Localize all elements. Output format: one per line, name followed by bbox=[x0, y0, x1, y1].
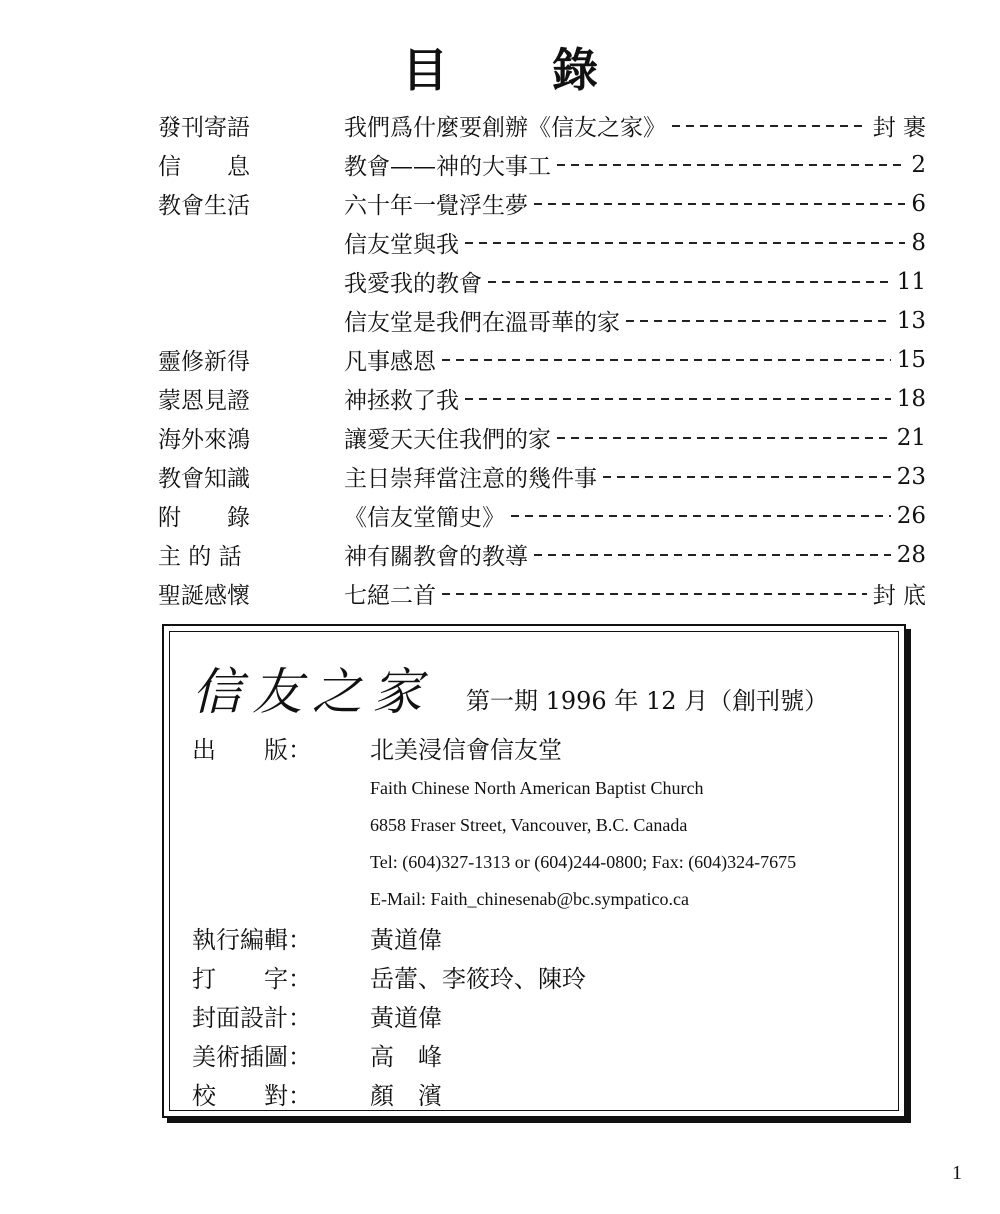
toc-section: 信 息 bbox=[158, 154, 250, 180]
toc-section: 教會生活 bbox=[158, 193, 250, 219]
toc-page: 6 bbox=[911, 190, 926, 217]
proofreader: 顏 濱 bbox=[370, 1082, 442, 1110]
toc-section: 靈修新得 bbox=[158, 349, 250, 375]
toc-title: 我們爲什麼要創辦《信友之家》 bbox=[344, 115, 666, 141]
page-number: 1 bbox=[952, 1162, 962, 1184]
toc-title: 教會——神的大事工 bbox=[344, 154, 551, 180]
toc-row[interactable] bbox=[158, 496, 926, 535]
issue-line: 第一期 1996 年 12 月（創刊號） bbox=[466, 687, 829, 715]
toc-section: 蒙恩見證 bbox=[158, 388, 250, 414]
address-row bbox=[192, 807, 796, 844]
toc-row[interactable] bbox=[158, 457, 926, 496]
cover-design-row bbox=[192, 996, 796, 1035]
illustration-label: 美術插圖： bbox=[192, 1043, 312, 1071]
toc-leader bbox=[465, 398, 891, 400]
toc-title: 主日崇拜當注意的幾件事 bbox=[344, 466, 597, 492]
toc-title: 《信友堂簡史》 bbox=[344, 505, 505, 531]
toc-page: 18 bbox=[896, 385, 926, 412]
toc-row[interactable] bbox=[158, 379, 926, 418]
toc-page: 13 bbox=[896, 307, 926, 334]
illustration-row bbox=[192, 1035, 796, 1074]
toc-row[interactable] bbox=[158, 535, 926, 574]
toc-page: 15 bbox=[896, 346, 926, 373]
toc-row[interactable] bbox=[158, 145, 926, 184]
toc-leader bbox=[672, 125, 867, 127]
toc-row[interactable] bbox=[158, 418, 926, 457]
toc-section: 發刊寄語 bbox=[158, 115, 250, 141]
toc-page: 11 bbox=[896, 268, 926, 295]
toc-leader bbox=[557, 437, 891, 439]
toc-leader bbox=[442, 593, 867, 595]
toc-page: 封 底 bbox=[872, 583, 926, 609]
toc-page: 2 bbox=[911, 151, 926, 178]
toc-section: 主 的 話 bbox=[158, 544, 242, 570]
toc-title: 信友堂是我們在溫哥華的家 bbox=[344, 310, 620, 336]
toc-section: 海外來鴻 bbox=[158, 427, 250, 453]
toc-leader bbox=[534, 203, 905, 205]
publisher-name: 北美浸信會信友堂 bbox=[370, 735, 562, 764]
toc-title: 信友堂與我 bbox=[344, 232, 459, 258]
toc-leader bbox=[511, 515, 891, 517]
credits-table bbox=[192, 724, 796, 1113]
toc-page: 28 bbox=[896, 541, 926, 568]
proofread-label: 校 對： bbox=[192, 1082, 312, 1110]
address: 6858 Fraser Street, Vancouver, B.C. Canada bbox=[370, 815, 688, 835]
editor-name: 黃道偉 bbox=[370, 926, 442, 954]
church-name-en: Faith Chinese North American Baptist Church bbox=[370, 778, 704, 798]
cover-designer: 黃道偉 bbox=[370, 1004, 442, 1032]
editor-row bbox=[192, 918, 796, 957]
page-title: 目 錄 bbox=[401, 43, 642, 97]
info-box-inner-border bbox=[169, 631, 899, 1111]
toc-leader bbox=[626, 320, 891, 322]
toc-row[interactable] bbox=[158, 574, 926, 613]
toc-leader bbox=[603, 476, 891, 478]
toc-page: 封 裹 bbox=[872, 115, 926, 141]
toc-row[interactable] bbox=[158, 301, 926, 340]
typing-row bbox=[192, 957, 796, 996]
toc-row[interactable] bbox=[158, 340, 926, 379]
toc-title: 六十年一覺浮生夢 bbox=[344, 193, 528, 219]
toc-page: 26 bbox=[896, 502, 926, 529]
toc-title: 神有關教會的教導 bbox=[344, 544, 528, 570]
cover-design-label: 封面設計： bbox=[192, 1004, 312, 1032]
masthead bbox=[192, 652, 828, 724]
toc-row[interactable] bbox=[158, 262, 926, 301]
toc-row[interactable] bbox=[158, 106, 926, 145]
toc-section: 教會知識 bbox=[158, 466, 250, 492]
toc-page: 23 bbox=[896, 463, 926, 490]
toc-page: 8 bbox=[911, 229, 926, 256]
toc-row[interactable] bbox=[158, 223, 926, 262]
telephone: Tel: (604)327-1313 or (604)244-0800; Fax: (604)324-7675 bbox=[370, 852, 797, 872]
toc-leader bbox=[442, 359, 891, 361]
publisher-label: 出 版： bbox=[192, 735, 312, 764]
toc-leader bbox=[557, 164, 905, 166]
toc-leader bbox=[534, 554, 891, 556]
toc-title: 神拯救了我 bbox=[344, 388, 459, 414]
toc-section: 附 錄 bbox=[158, 505, 250, 531]
toc-page: 21 bbox=[896, 424, 926, 451]
masthead-title: 信友之家 bbox=[192, 663, 432, 721]
toc-title: 七絕二首 bbox=[344, 583, 436, 609]
email: E-Mail: Faith_chinesenab@bc.sympatico.ca bbox=[370, 889, 689, 909]
tel-row bbox=[192, 844, 796, 881]
email-row bbox=[192, 881, 796, 918]
typing-label: 打 字： bbox=[192, 965, 312, 993]
editor-label: 執行編輯： bbox=[192, 926, 312, 954]
table-of-contents bbox=[158, 106, 926, 613]
english-name-row bbox=[192, 770, 796, 807]
publisher-row bbox=[192, 724, 796, 770]
proofread-row bbox=[192, 1074, 796, 1113]
toc-title: 讓愛天天住我們的家 bbox=[344, 427, 551, 453]
toc-row[interactable] bbox=[158, 184, 926, 223]
toc-title: 我愛我的教會 bbox=[344, 271, 482, 297]
illustrator: 高 峰 bbox=[370, 1043, 442, 1071]
typing-names: 岳蕾、李筱玲、陳玲 bbox=[370, 965, 586, 993]
toc-leader bbox=[488, 281, 891, 283]
publication-info-box bbox=[162, 624, 906, 1118]
toc-title: 凡事感恩 bbox=[344, 349, 436, 375]
toc-section: 聖誕感懷 bbox=[158, 583, 250, 609]
toc-leader bbox=[465, 242, 905, 244]
